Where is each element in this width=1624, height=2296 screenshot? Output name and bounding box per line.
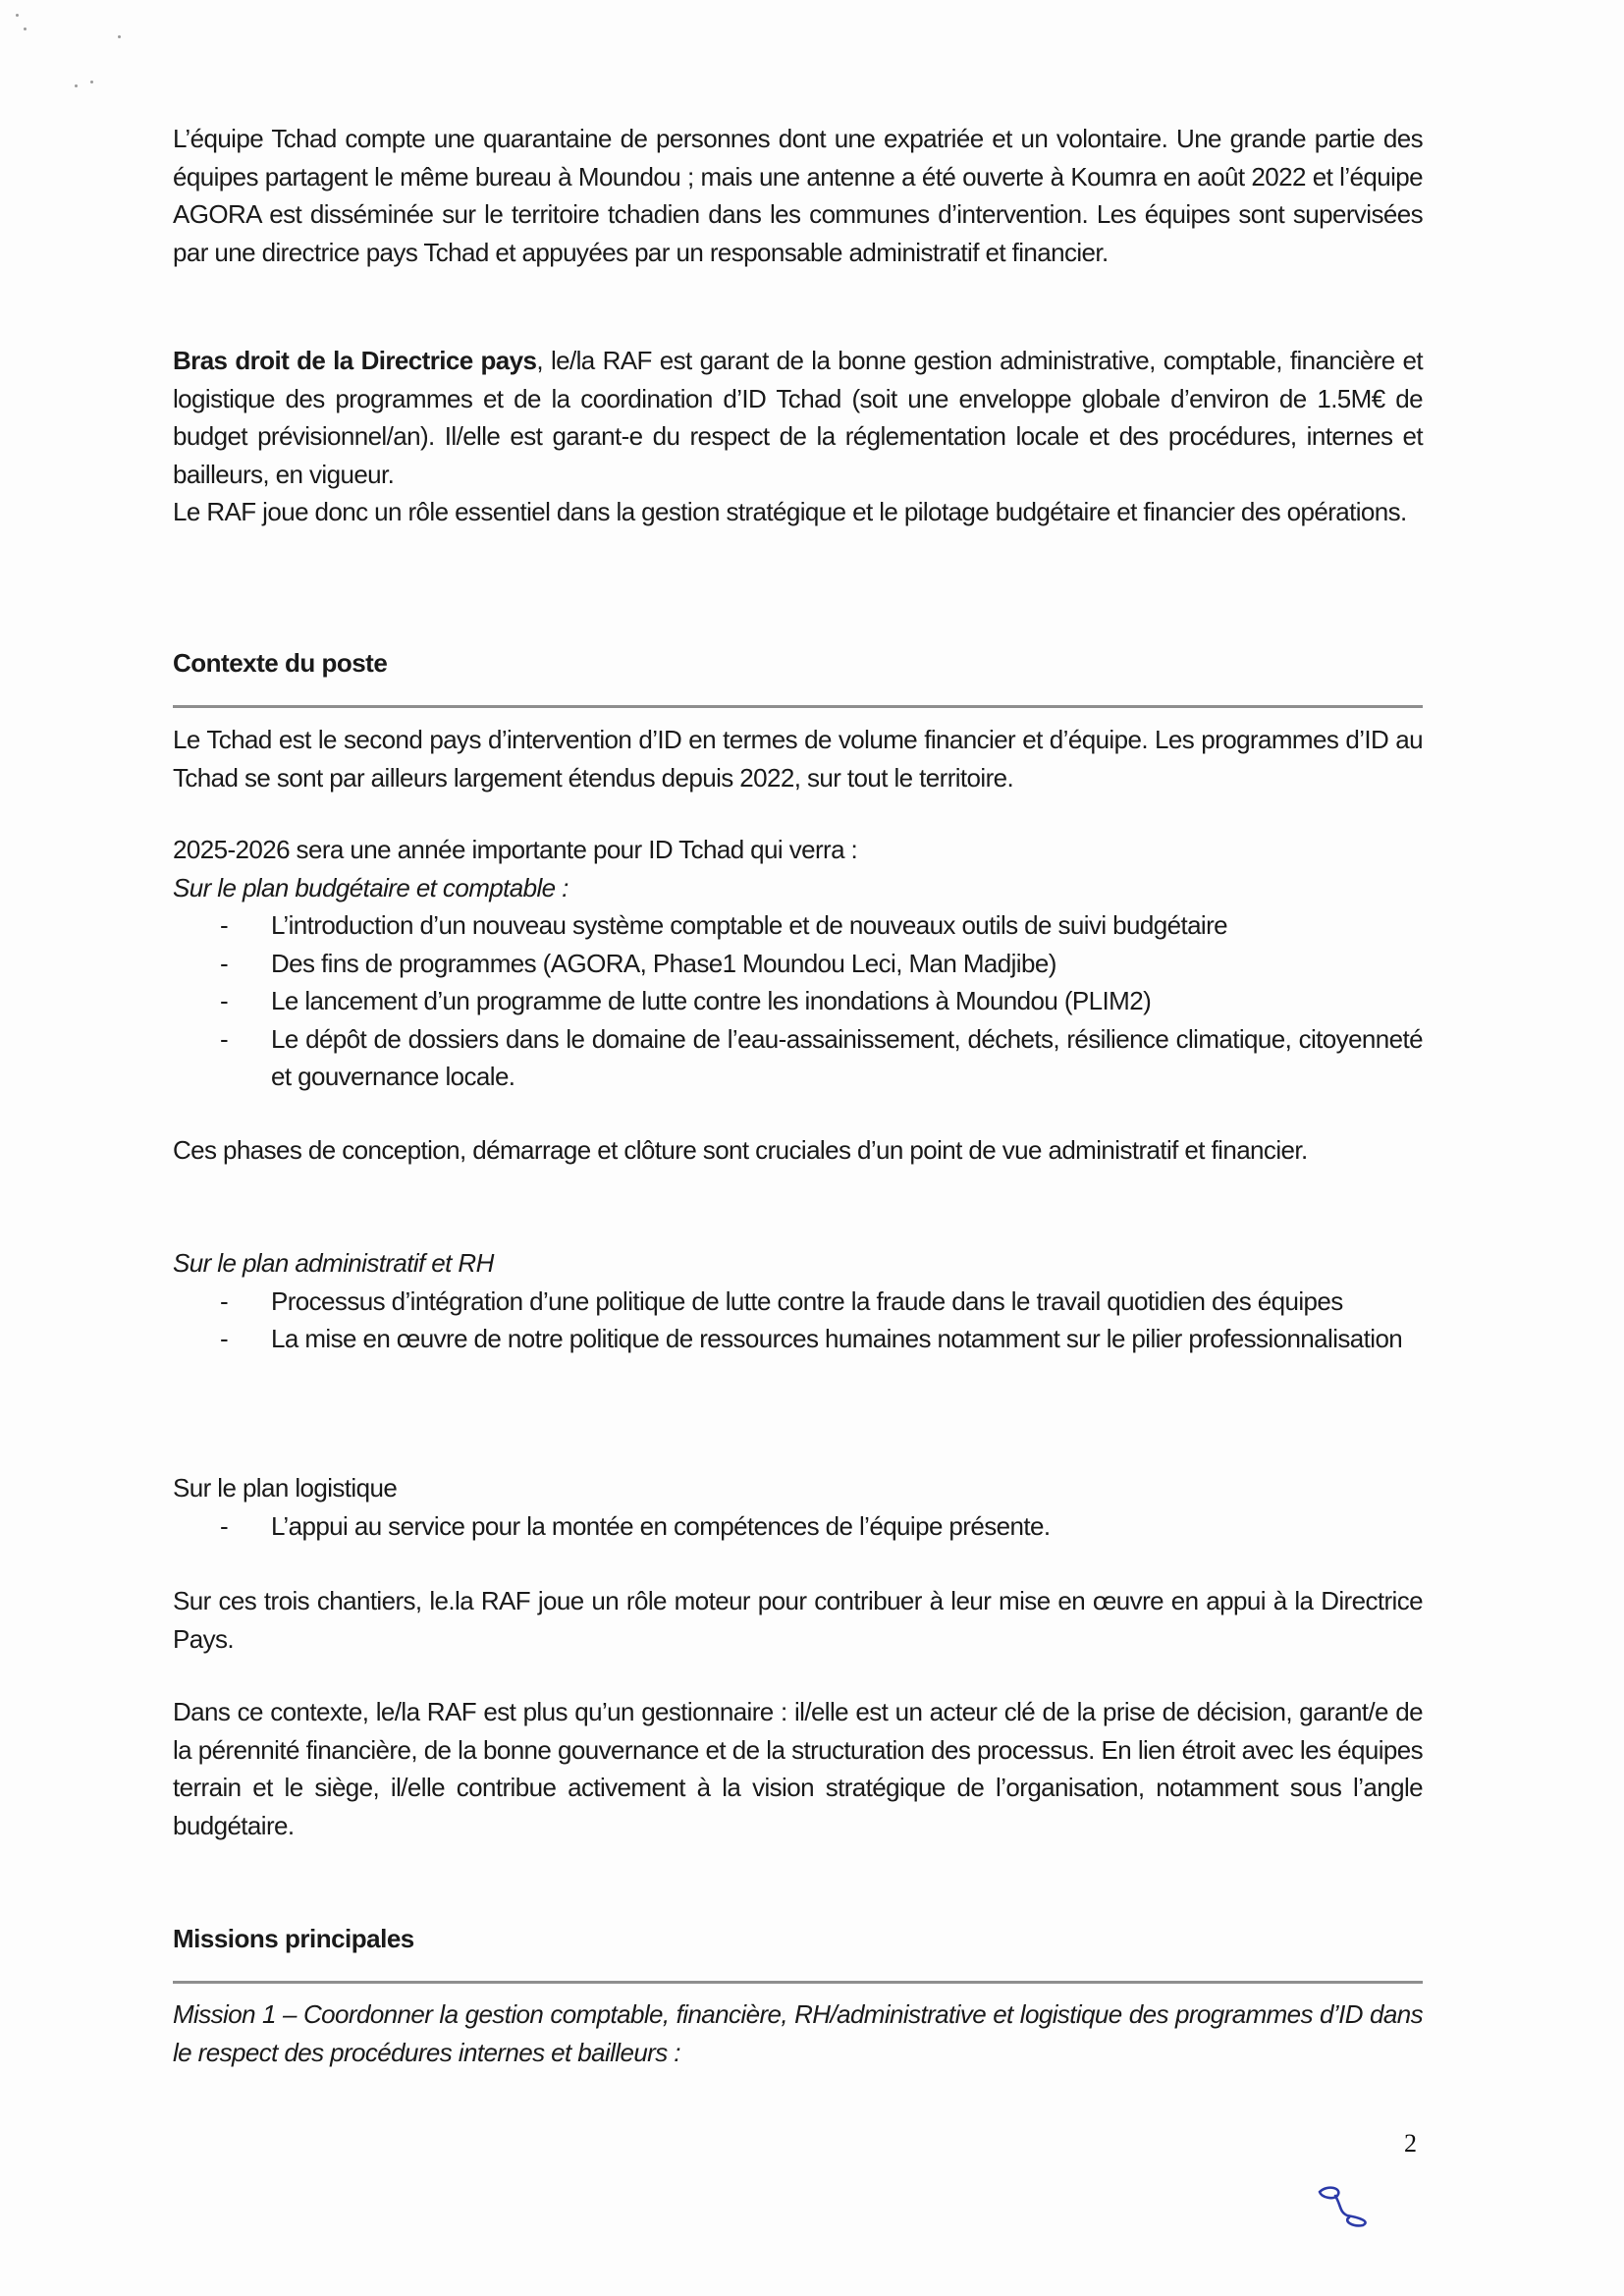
chantiers-section (173, 1582, 1423, 1658)
dash-bullet: - (220, 910, 229, 940)
logistic-section (173, 1469, 1423, 1545)
raf-section (173, 342, 1423, 531)
budget-subheading: Sur le plan budgétaire et comptable : (173, 872, 568, 902)
dash-bullet: - (220, 948, 229, 978)
chantiers-paragraph: Sur ces trois chantiers, le.la RAF joue un rôle moteur pour contribuer à leur mise en œuvre en appui à la Directrice Pays. (173, 1586, 1423, 1654)
dash-bullet: - (220, 986, 229, 1015)
raf-paragraph-rest: , le/la RAF est garant de la bonne gestion administrative, comptable, financière et logistique des programmes et de la coordination d’ID Tchad (soit une enveloppe globale d’environ de 1.5M€ de budget prévisionnel/an). Il/elle est garant-e du respect de la réglementation locale et des procédures, internes et bailleurs, en vigueur. (173, 346, 1423, 489)
dash-bullet: - (220, 1324, 229, 1353)
logistic-list (173, 1507, 1423, 1546)
scan-speck (75, 84, 78, 87)
missions-heading-wrap (173, 1920, 1423, 1957)
budget-list (173, 906, 1423, 1096)
intro-paragraph: L’équipe Tchad compte une quarantaine de personnes dont une expatriée et un volontaire. Une grande partie des équipes partagent le même bureau à Moundou ; mais une antenne a été ouverte à Koumra en août 2022 et l’équipe AGORA est disséminée sur le territoire tchadien dans les communes d’intervention. Les équipes sont supervisées par une directrice pays Tchad et appuyées par un responsable administratif et financier. (173, 124, 1423, 267)
logistic-subheading: Sur le plan logistique (173, 1473, 398, 1503)
context-role-section (173, 1693, 1423, 1844)
list-item: - La mise en œuvre de notre politique de ressources humaines notamment sur le pilier professionnalisation (173, 1320, 1423, 1358)
scan-speck (24, 27, 27, 30)
budget-section (173, 831, 1423, 1096)
contexte-section (173, 721, 1423, 796)
section-heading-contexte: Contexte du poste (173, 648, 388, 678)
raf-bold-lead: Bras droit de la Directrice pays (173, 346, 537, 375)
list-item: - Le lancement d’un programme de lutte contre les inondations à Moundou (PLIM2) (173, 982, 1423, 1020)
list-item: - Processus d’intégration d’une politique de lutte contre la fraude dans le travail quotidien des équipes (173, 1283, 1423, 1321)
list-item: - Des fins de programmes (AGORA, Phase1 Moundou Leci, Man Madjibe) (173, 945, 1423, 983)
handwritten-initials-icon (1314, 2182, 1382, 2231)
mission-1-title: Mission 1 – Coordonner la gestion comptable, financière, RH/administrative et logistique des programmes d’ID dans le respect des procédures internes et bailleurs : (173, 1999, 1423, 2067)
intro-section (173, 120, 1423, 271)
context-role-paragraph: Dans ce contexte, le/la RAF est plus qu’un gestionnaire : il/elle est un acteur clé de la prise de décision, garant/e de la pérennité financière, de la bonne gouvernance et de la structuration des processus. En lien étroit avec les équipes terrain et le siège, il/elle contribue activement à la vision stratégique de l’organisation, notamment sous l’angle budgétaire. (173, 1697, 1423, 1840)
raf-paragraph-2: Le RAF joue donc un rôle essentiel dans la gestion stratégique et le pilotage budgétaire et financier des opérations. (173, 497, 1407, 526)
phases-paragraph: Ces phases de conception, démarrage et clôture sont cruciales d’un point de vue administratif et financier. (173, 1135, 1308, 1165)
phases-section (173, 1131, 1423, 1170)
dash-bullet: - (220, 1510, 229, 1541)
scan-speck (118, 35, 121, 38)
contexte-paragraph: Le Tchad est le second pays d’intervention d’ID en termes de volume financier et d’équipe. Les programmes d’ID au Tchad se sont par ailleurs largement étendus depuis 2022, sur tout le territoire. (173, 725, 1423, 793)
list-item: - L’appui au service pour la montée en compétences de l’équipe présente. (173, 1507, 1423, 1546)
admin-section (173, 1244, 1423, 1358)
mission-1-section (173, 1995, 1423, 2071)
admin-list (173, 1283, 1423, 1358)
dash-bullet: - (220, 1023, 229, 1054)
section-heading-missions: Missions principales (173, 1924, 414, 1953)
list-item: - Le dépôt de dossiers dans le domaine de l’eau-assainissement, déchets, résilience climatique, citoyenneté et gouvernance locale. (173, 1020, 1423, 1096)
dash-bullet: - (220, 1285, 229, 1316)
page-number: 2 (1404, 2129, 1417, 2158)
scan-speck (90, 81, 93, 83)
list-item: - L’introduction d’un nouveau système comptable et de nouveaux outils de suivi budgétaire (173, 906, 1423, 945)
admin-subheading: Sur le plan administratif et RH (173, 1248, 494, 1278)
section-divider (173, 705, 1423, 708)
section-divider (173, 1981, 1423, 1984)
scan-speck (16, 14, 19, 17)
year-intro: 2025-2026 sera une année importante pour ID Tchad qui verra : (173, 835, 858, 864)
raf-paragraph (173, 342, 1423, 493)
contexte-heading-wrap (173, 644, 1423, 682)
